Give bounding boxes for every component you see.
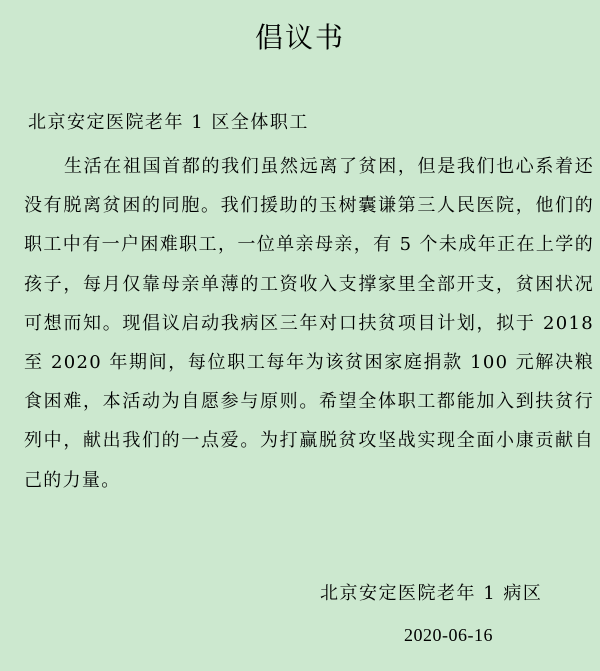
document-title: 倡议书 <box>254 21 345 54</box>
date: 2020-06-16 <box>404 625 493 645</box>
salutation: 北京安定医院老年 1 区全体职工 <box>28 112 309 133</box>
signature: 北京安定医院老年 1 病区 <box>320 583 543 604</box>
body-paragraph: 生活在祖国首都的我们虽然远离了贫困，但是我们也心系着还没有脱离贫困的同胞。我们援助的玉树囊谦第三人民医院，他们的职工中有一户困难职工，一位单亲母亲，有 5 个未成年正在上学的孩子，每月仅靠母亲单薄的工资收入支撑家里全部开支，贫困状况可想而知。现倡议启动我病区三年对口扶贫项目计划，拟于 2018 至 2020 年期间，每位职工每年为该贫困家庭捐款 100 元解决粮食困难，本活动为自愿参与原则。希望全体职工都能加入到扶贫行列中，献出我们的一点爱。为打赢脱贫攻坚战实现全面小康贡献自己的力量。 <box>24 156 594 491</box>
